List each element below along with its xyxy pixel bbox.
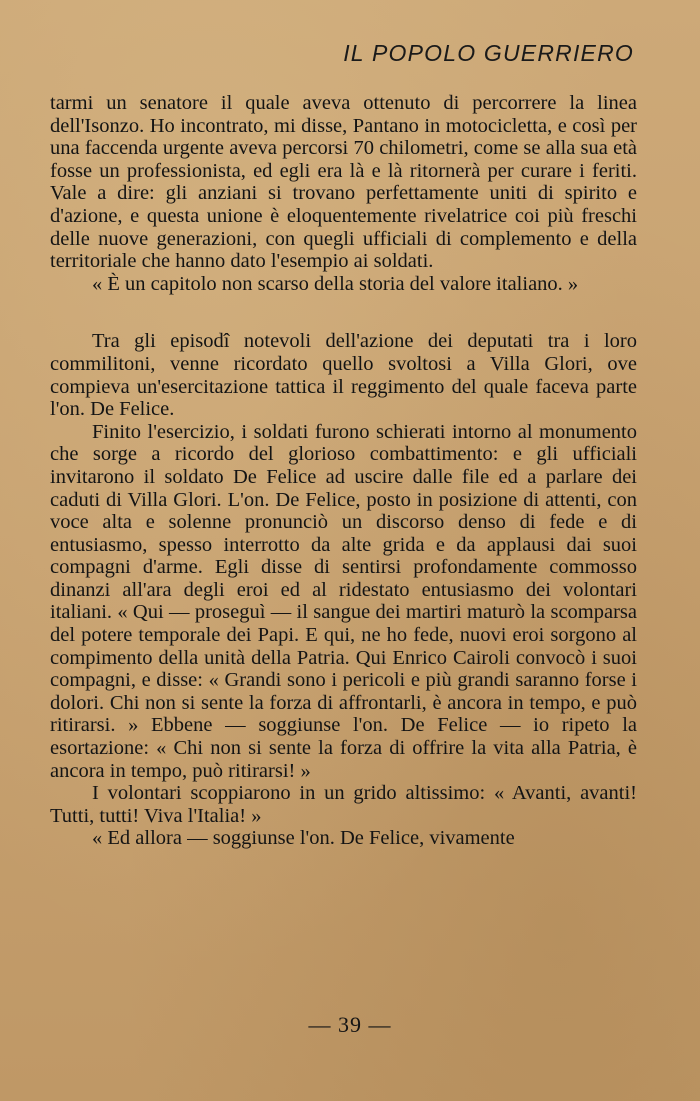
paragraph-4: Finito l'esercizio, i soldati furono schierati intorno al monumento che sorge a ricordo del glorioso combattimento: e gli ufficiali invitarono il soldato De Felice ad uscire dalle file ed a parlare dei caduti di Villa Glori. L'on. De Felice, posto in posizione di attenti, con voce alta e solenne pronunciò un discorso denso di fede e di entusiasmo, spesso interrotto da alte grida e da applausi dai suoi compagni d'arme. Egli disse di sentirsi profondamente commosso dinanzi all'ara degli eroi ed al ridestato entusiasmo dei volontari italiani. « Qui — proseguì — il sangue dei martiri maturò la scomparsa del potere temporale dei Papi. E qui, ne ho fede, nuovi eroi sorgono al compimento della unità della Patria. Qui Enrico Cairoli convocò i suoi compagni, e disse: « Grandi sono i pericoli e più grandi saranno forse i dolori. Chi non si sente la forza di affrontarli, è ancora in tempo, e può ritirarsi. » Ebbene — soggiunse l'on. De Felice — io ripeto la esortazione: « Chi non si sente la forza di offrire la vita alla Patria, è ancora in tempo, può ritirarsi! » (50, 420, 637, 782)
section-gap (50, 295, 637, 330)
paragraph-1: tarmi un senatore il quale aveva ottenuto di percorrere la linea dell'Isonzo. Ho incontrato, mi disse, Pantano in motocicletta, e così per una faccenda urgente aveva percorsi 70 chilometri, come se alla sua età fosse un professionista, ed egli era là e là ritornerà per curare i feriti. Vale a dire: gli anziani si trovano perfettamente uniti di spirito e d'azione, e questa unione è eloquentemente rivelatrice coi più freschi delle nuove generazioni, con quegli ufficiali di complemento e della territoriale che hanno dato l'esempio ai soldati. (50, 92, 637, 273)
body-text (50, 92, 637, 850)
paragraph-6: « Ed allora — soggiunse l'on. De Felice, vivamente (92, 827, 515, 850)
paragraph-2: « È un capitolo non scarso della storia del valore italiano. » (92, 272, 579, 295)
paragraph-3: Tra gli episodî notevoli dell'azione dei deputati tra i loro commilitoni, venne ricordato quello svoltosi a Villa Glori, ove compieva un'esercitazione tattica il reggimento del quale faceva parte l'on. De Felice. (50, 330, 637, 421)
running-header: IL POPOLO GUERRIERO (343, 40, 634, 66)
page-number: — 39 — (308, 1012, 392, 1037)
paragraph-5: I volontari scoppiarono in un grido altissimo: « Avanti, avanti! Tutti, tutti! Viva l'Italia! » (50, 782, 637, 827)
